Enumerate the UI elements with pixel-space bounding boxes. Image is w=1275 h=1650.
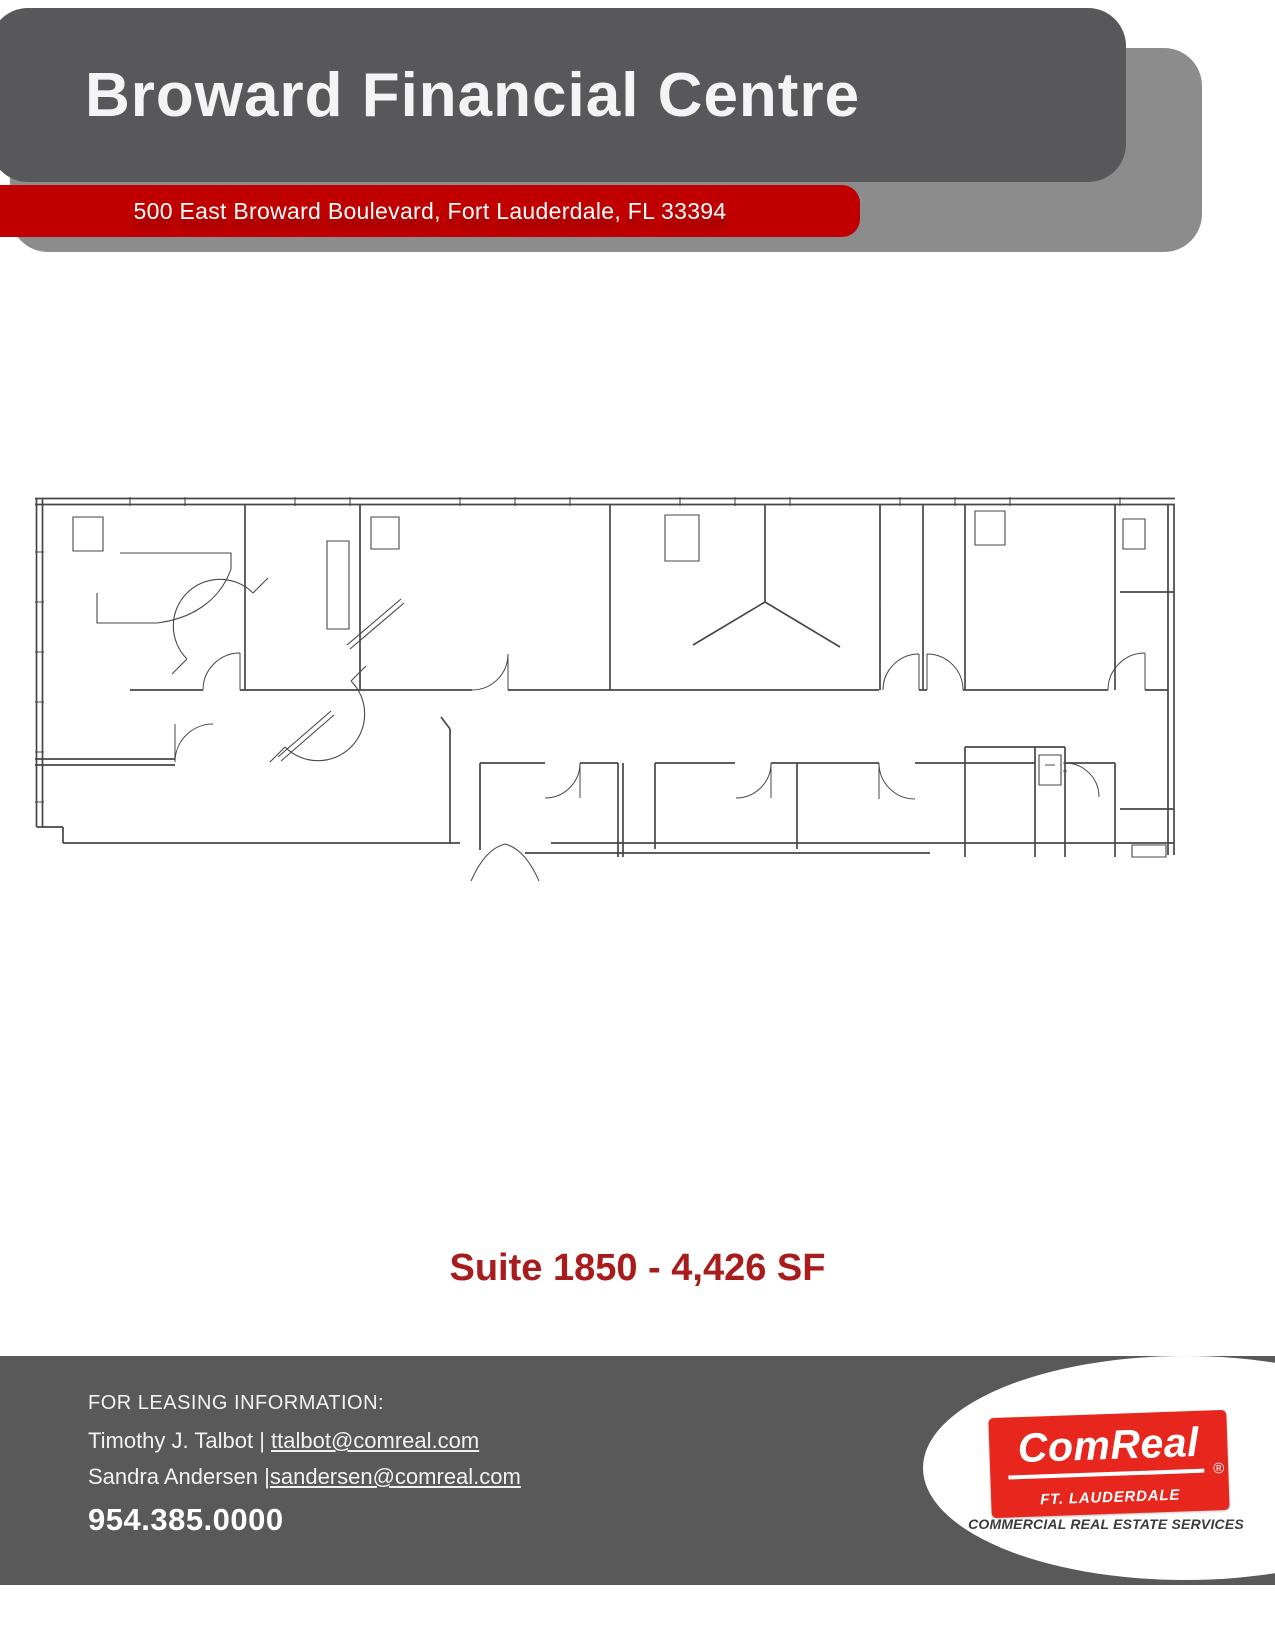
contact-row-1 [88, 1428, 479, 1454]
floor-plan-reception-desks [172, 578, 404, 762]
floor-plan [35, 497, 1175, 882]
building-title: Broward Financial Centre [85, 60, 861, 130]
address-text: 500 East Broward Boulevard, Fort Lauderdale, FL 33394 [133, 197, 727, 224]
contact-separator: | [253, 1428, 272, 1453]
phone-number: 954.385.0000 [88, 1502, 284, 1537]
contact-name: Timothy J. Talbot [88, 1428, 254, 1453]
floor-plan-door-arcs [175, 653, 1145, 881]
comreal-location-text: FT. LAUDERDALE [1039, 1486, 1181, 1509]
contact-name: Sandra Andersen [88, 1464, 259, 1489]
contact-separator: | [258, 1464, 270, 1489]
header-title-bar [0, 8, 1126, 182]
floor-plan-window-ticks [35, 497, 1120, 802]
leasing-heading: FOR LEASING INFORMATION: [88, 1392, 385, 1414]
contact-email-link[interactable]: sandersen@comreal.com [269, 1464, 521, 1489]
comreal-tagline: COMMERCIAL REAL ESTATE SERVICES [968, 1516, 1244, 1532]
floor-plan-lower-walls [35, 717, 1174, 857]
floor-plan-exterior-walls [35, 499, 1175, 856]
contact-email-link[interactable]: ttalbot@comreal.com [271, 1428, 480, 1453]
comreal-logo-red-box [988, 1410, 1229, 1518]
floor-plan-room-dividers [245, 505, 1174, 691]
suite-label: Suite 1850 - 4,426 SF [449, 1247, 826, 1289]
floor-plan-furniture [73, 511, 1166, 857]
registered-trademark-icon: ® [1212, 1459, 1225, 1478]
contact-row-2 [88, 1464, 521, 1490]
comreal-brand-text: ComReal [1016, 1418, 1200, 1472]
address-banner [0, 185, 860, 237]
